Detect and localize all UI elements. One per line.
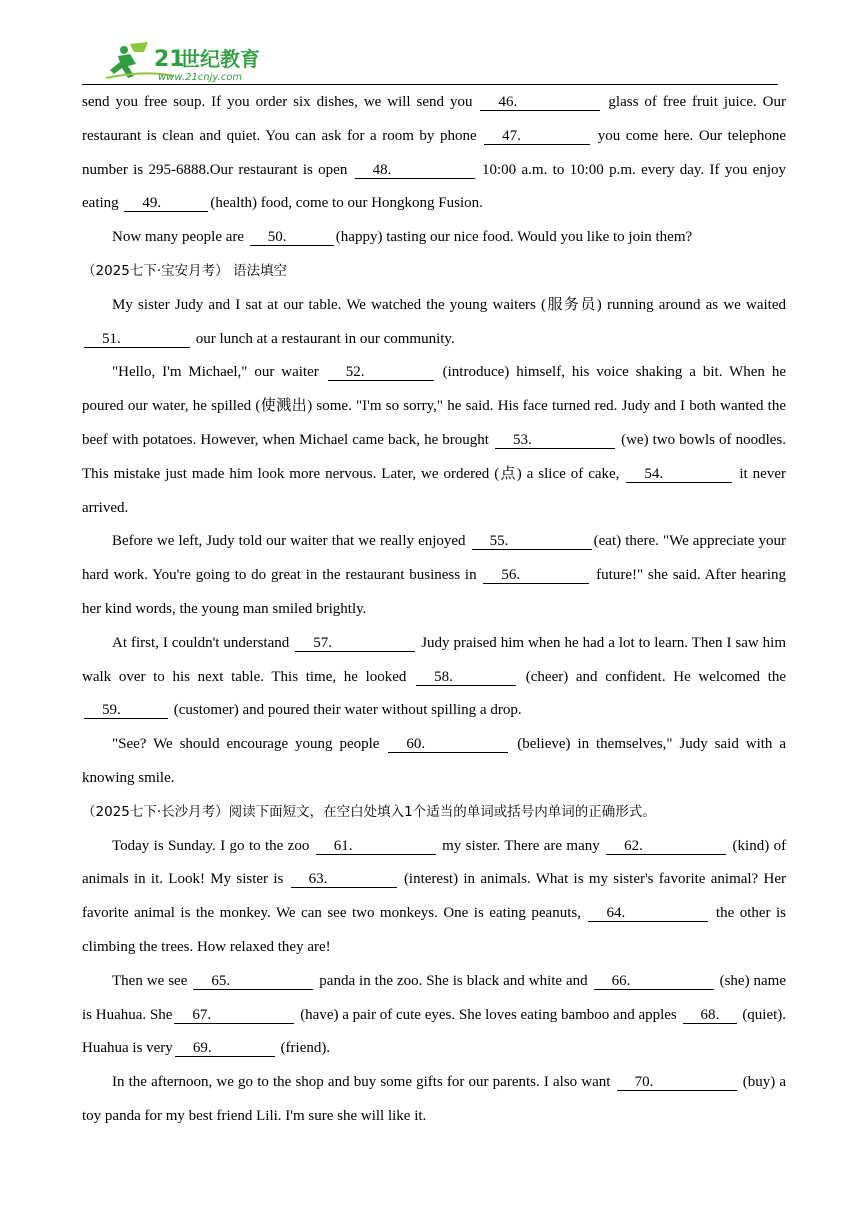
answer-blank-61[interactable]: 61. xyxy=(316,839,436,855)
answer-blank-60[interactable]: 60. xyxy=(388,737,508,753)
answer-blank-53[interactable]: 53. xyxy=(495,433,615,449)
answer-blank-51[interactable]: 51. xyxy=(84,332,190,348)
answer-blank-52[interactable]: 52. xyxy=(328,365,434,381)
svg-text:www.21cnjy.com: www.21cnjy.com xyxy=(158,72,243,83)
answer-blank-59[interactable]: 59. xyxy=(84,703,168,719)
section-source-label: （2025七下·长沙月考）阅读下面短文，在空白处填入1个适当的单词或括号内单词的正确形式。 xyxy=(82,803,656,820)
paragraph: Then we see 65. panda in the zoo. She is black and white and 66. (she) name is Huahua. She 67. (have) a pair of cute eyes. She loves eating bamboo and apples 68. (quiet). Huahua is very 69. (friend). xyxy=(82,972,787,1057)
paragraph: "See? We should encourage young people 60. (believe) in themselves," Judy said with a knowing smile. xyxy=(82,736,786,786)
paragraph: My sister Judy and I sat at our table. We watched the young waiters (服务员) running around as we waited 51. our lunch at a restaurant in our community. xyxy=(82,289,786,357)
answer-blank-69[interactable]: 69. xyxy=(175,1041,275,1057)
answer-blank-54[interactable]: 54. xyxy=(626,467,732,483)
answer-blank-46[interactable]: 46. xyxy=(480,95,600,111)
answer-blank-47[interactable]: 47. xyxy=(484,129,590,145)
document-body xyxy=(82,86,786,1134)
answer-blank-48[interactable]: 48. xyxy=(355,163,475,179)
paragraph: Now many people are 50. (happy) tasting our nice food. Would you like to join them? xyxy=(112,229,693,246)
21cnjy-logo xyxy=(104,40,274,86)
svg-text:21: 21 xyxy=(154,47,185,72)
answer-blank-56[interactable]: 56. xyxy=(483,568,589,584)
paragraph: "Hello, I'm Michael," our waiter 52. (introduce) himself, his voice shaking a bit. When he poured our water, he spilled (使溅出) some. "I'm so sorry," he said. His face turned red. Judy and I both wanted the beef with potatoes. However, when Michael came back, he brought 53. (we) two bowls of noodles. This mistake just made him look more nervous. Later, we ordered (点) a slice of cake, 54. it never arrived. xyxy=(82,364,787,516)
answer-blank-63[interactable]: 63. xyxy=(291,872,397,888)
paragraph: In the afternoon, we go to the shop and buy some gifts for our parents. I also want 70. (buy) a toy panda for my best friend Lili. I'm sure she will like it. xyxy=(82,1074,787,1124)
answer-blank-65[interactable]: 65. xyxy=(193,974,313,990)
answer-blank-68[interactable]: 68. xyxy=(683,1008,737,1024)
answer-blank-55[interactable]: 55. xyxy=(472,534,592,550)
answer-blank-58[interactable]: 58. xyxy=(416,670,516,686)
paragraph: Before we left, Judy told our waiter that we really enjoyed 55. (eat) there. "We appreciate your hard work. You're going to do great in the restaurant business in 56. future!" she said. After hearing her kind words, the young man smiled brightly. xyxy=(82,533,786,617)
section-source-label: （2025七下·宝安月考） 语法填空 xyxy=(82,262,287,279)
paragraph: Today is Sunday. I go to the zoo 61. my sister. There are many 62. (kind) of animals in it. Look! My sister is 63. (interest) in animals. What is my sister's favorite animal? Her favorite animal is the monkey. We can see two monkeys. One is eating peanuts, 64. the other is climbing the trees. How relaxed they are! xyxy=(82,837,787,955)
paragraph: send you free soup. If you order six dishes, we will send you 46. glass of free fruit juice. Our restaurant is clean and quiet. You can ask for a room by phone 47. you come here. Our telephone number is 295-6888.Our restaurant is open 48. 10:00 a.m. to 10:00 p.m. every day. If you enjoy eating 49. (health) food, come to our Hongkong Fusion. xyxy=(82,94,787,212)
answer-blank-70[interactable]: 70. xyxy=(617,1075,737,1091)
answer-blank-66[interactable]: 66. xyxy=(594,974,714,990)
answer-blank-62[interactable]: 62. xyxy=(606,839,726,855)
answer-blank-64[interactable]: 64. xyxy=(588,906,708,922)
answer-blank-50[interactable]: 50. xyxy=(250,230,334,246)
page-header xyxy=(82,38,778,88)
header-rule xyxy=(82,84,778,85)
answer-blank-67[interactable]: 67. xyxy=(174,1008,294,1024)
answer-blank-49[interactable]: 49. xyxy=(124,196,208,212)
svg-text:世纪教育: 世纪教育 xyxy=(180,47,260,71)
paragraph: At first, I couldn't understand 57. Judy praised him when he had a lot to learn. Then I saw him walk over to his next table. This time, he looked 58. (cheer) and confident. He welcomed the 59. (customer) and poured their water without spilling a drop. xyxy=(82,634,787,719)
answer-blank-57[interactable]: 57. xyxy=(295,636,415,652)
